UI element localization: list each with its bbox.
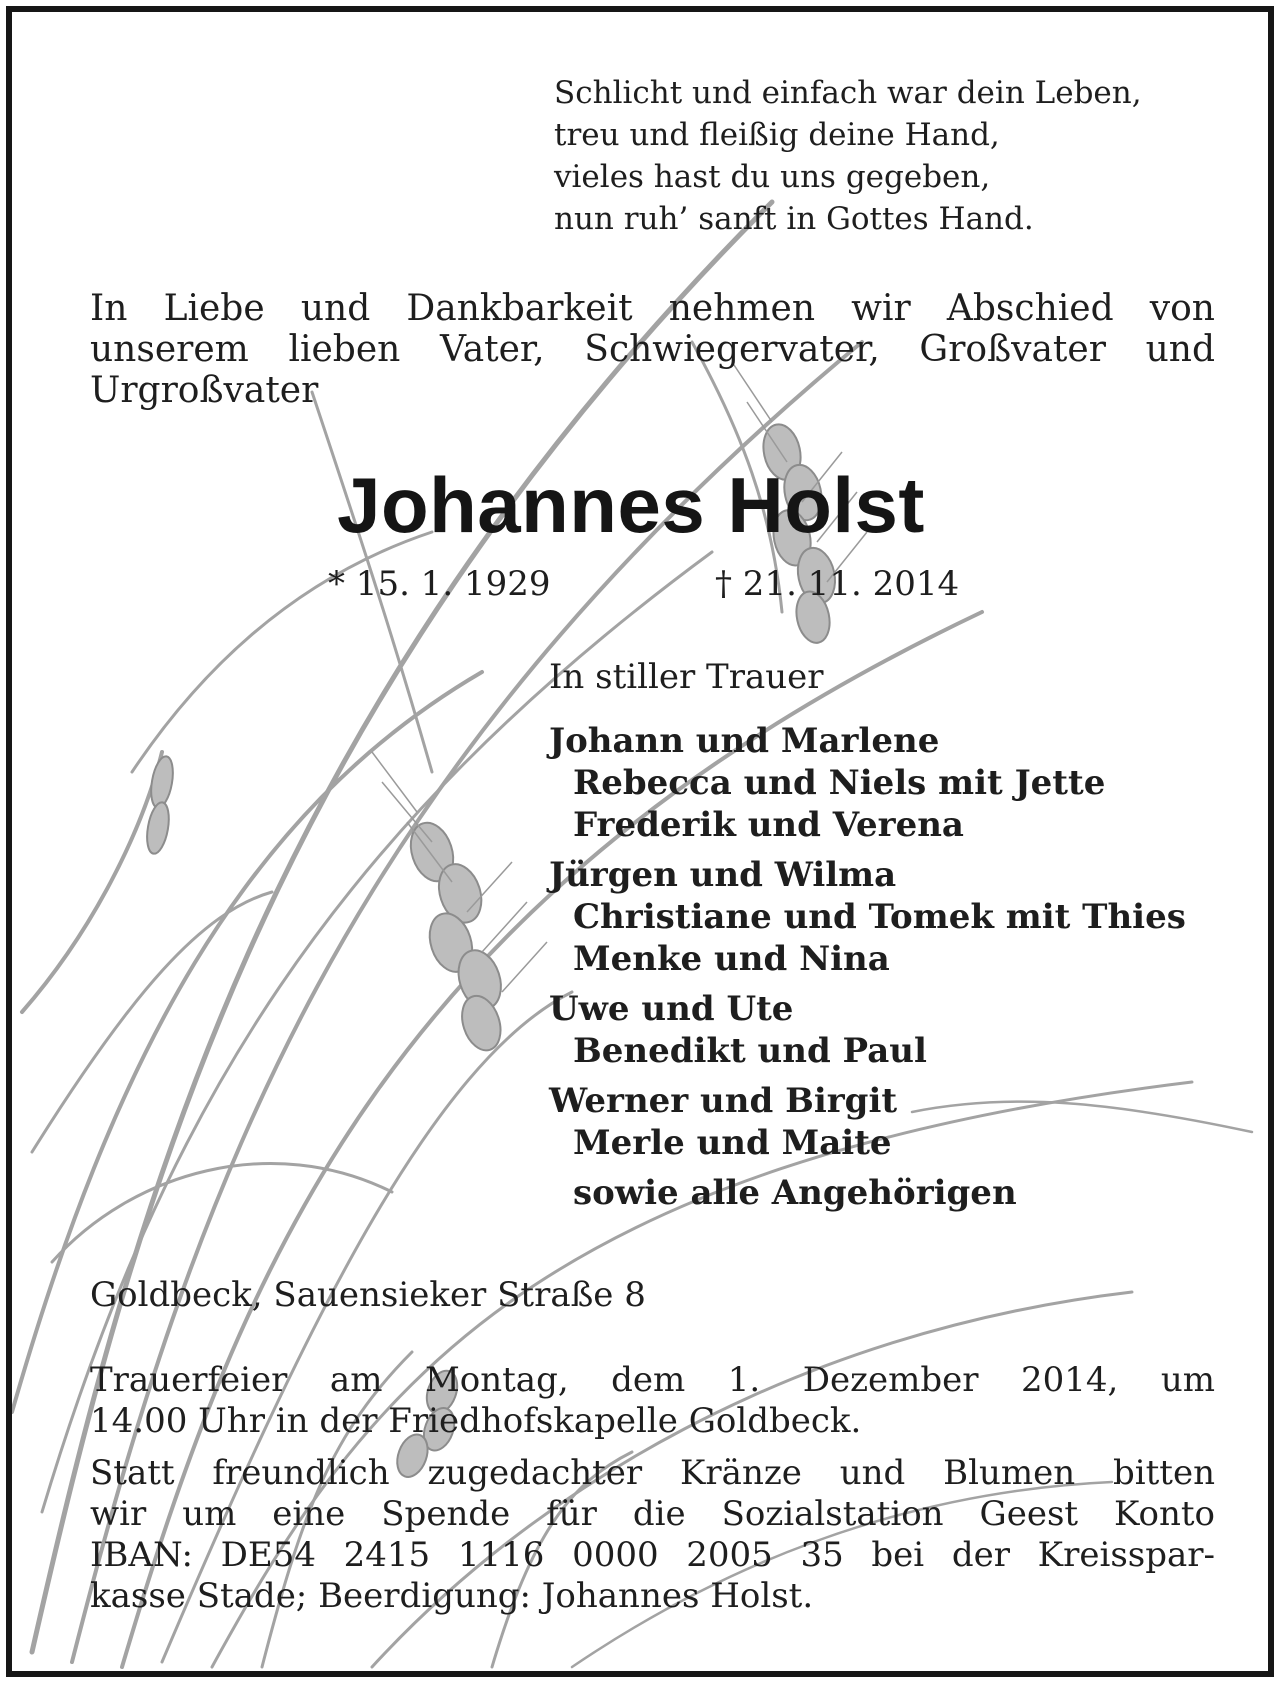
family-address: Goldbeck, Sauensieker Straße 8 <box>90 1275 646 1315</box>
mourning-label: In stiller Trauer <box>549 657 824 697</box>
mourner-descendants: Rebecca und Niels mit Jette <box>573 763 1106 803</box>
deceased-name: Johannes Holst <box>337 461 925 549</box>
mourner-couple: Johann und Marlene <box>549 721 940 761</box>
poem-line: nun ruh’ sanft in Gottes Hand. <box>554 201 1034 237</box>
memorial-poem <box>554 72 1142 240</box>
ceremony-line: 14.00 Uhr in der Friedhofskapelle Goldbeck. <box>90 1401 862 1441</box>
mourner-couple: Jürgen und Wilma <box>549 855 897 895</box>
poem-line: Schlicht und einfach war dein Leben, <box>554 75 1142 111</box>
funeral-ceremony-info <box>90 1360 1215 1442</box>
poem-line: treu und fleißig deine Hand, <box>554 117 1000 153</box>
mourner-descendants: Frederik und Verena <box>573 805 964 845</box>
mourner-couple: Uwe und Ute <box>549 989 794 1029</box>
obituary-content <box>12 12 1268 1671</box>
obituary-notice <box>6 6 1274 1677</box>
mourner-group <box>549 854 1186 980</box>
mourner-descendants: Merle und Maite <box>573 1123 892 1163</box>
intro-line: Urgroßvater <box>90 370 319 411</box>
mourner-descendants: Menke und Nina <box>573 939 890 979</box>
donation-line: IBAN: DE54 2415 1116 0000 2005 35 bei der Kreisspar- <box>90 1535 1215 1575</box>
mourner-descendants: Benedikt und Paul <box>573 1031 927 1071</box>
poem-line: vieles hast du uns gegeben, <box>554 159 991 195</box>
mourners-list <box>549 720 1186 1214</box>
mourner-group <box>549 1080 1186 1164</box>
donation-line: Statt freundlich zugedachter Kränze und Blumen bitten <box>90 1453 1215 1493</box>
mourner-descendants: Christiane und Tomek mit Thies <box>573 897 1186 937</box>
farewell-intro <box>90 288 1215 411</box>
mourner-group <box>549 720 1186 846</box>
donation-request <box>90 1453 1215 1617</box>
mourner-group <box>549 988 1186 1072</box>
donation-line: wir um eine Spende für die Sozialstation Geest Konto <box>90 1494 1215 1534</box>
all-relatives: sowie alle Angehörigen <box>573 1173 1017 1213</box>
intro-line: unserem lieben Vater, Schwiegervater, Großvater und <box>90 329 1215 370</box>
intro-line: In Liebe und Dankbarkeit nehmen wir Abschied von <box>90 288 1215 329</box>
birth-date: * 15. 1. 1929 <box>328 564 551 604</box>
ceremony-line: Trauerfeier am Montag, dem 1. Dezember 2014, um <box>90 1360 1215 1400</box>
death-date: † 21. 11. 2014 <box>715 564 960 604</box>
mourner-couple: Werner und Birgit <box>549 1081 898 1121</box>
donation-line: kasse Stade; Beerdigung: Johannes Holst. <box>90 1576 814 1616</box>
